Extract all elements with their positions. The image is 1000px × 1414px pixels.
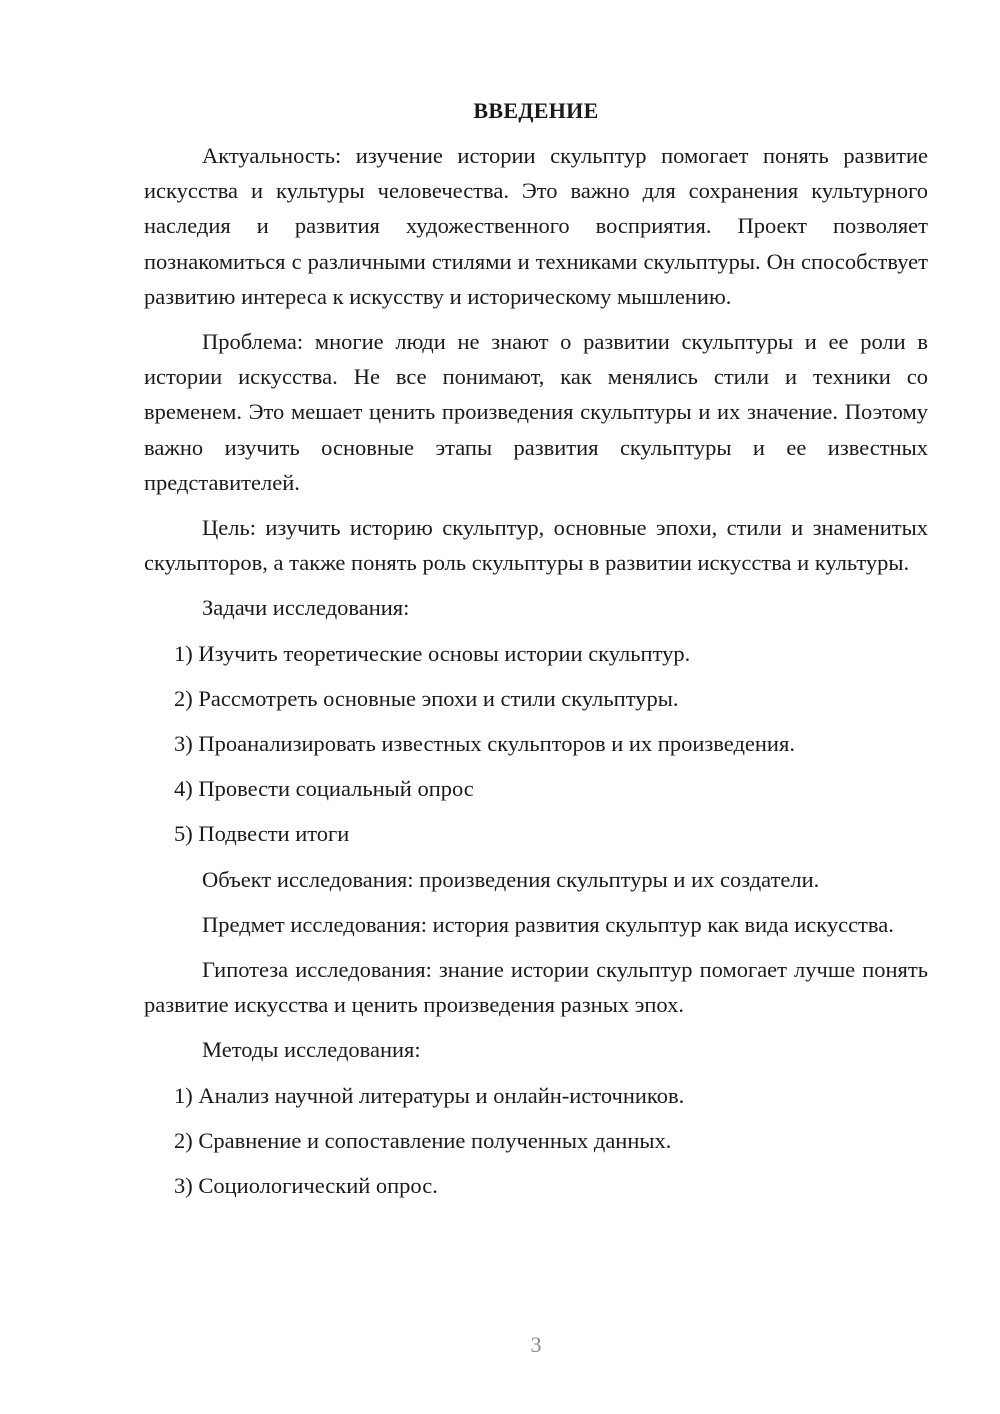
section-title: ВВЕДЕНИЕ — [473, 98, 599, 123]
list-item: 4) Провести социальный опрос — [174, 776, 474, 802]
document-page — [144, 96, 928, 1213]
list-item: 2) Рассмотреть основные эпохи и стили скульптуры. — [174, 685, 679, 711]
page-number: 3 — [530, 1332, 542, 1357]
problem-paragraph: Проблема: многие люди не знают о развитии скульптуры и ее роли в истории искусства. Не все понимают, как менялись стили и техники со временем. Это мешает ценить произведения скульптуры и их значение. Поэтому важно изучить основные этапы развития скульптуры и ее известных представителей. — [144, 329, 928, 495]
list-item: 5) Подвести итоги — [174, 821, 350, 847]
methods-heading: Методы исследования: — [202, 1037, 421, 1063]
subject-paragraph: Предмет исследования: история развития скульптур как вида искусства. — [202, 911, 894, 937]
goal-paragraph: Цель: изучить историю скульптур, основные эпохи, стили и знаменитых скульпторов, а также понять роль скульптуры в развитии искусства и культуры. — [144, 515, 928, 576]
tasks-list — [144, 636, 928, 852]
methods-list — [144, 1078, 928, 1204]
list-item: 3) Социологический опрос. — [174, 1173, 438, 1199]
list-item: 3) Проанализировать известных скульпторов и их произведения. — [174, 731, 795, 757]
tasks-heading: Задачи исследования: — [202, 595, 410, 621]
relevance-paragraph: Актуальность: изучение истории скульптур помогает понять развитие искусства и культуры человечества. Это важно для сохранения культурного наследия и развития художественного восприятия. Проект позволяет познакомиться с различными стилями и техниками скульптуры. Он способствует развитию интереса к искусству и историческому мышлению. — [144, 143, 928, 309]
list-item: 1) Анализ научной литературы и онлайн-источников. — [174, 1082, 685, 1108]
list-item: 1) Изучить теоретические основы истории скульптур. — [174, 640, 691, 666]
list-item: 2) Сравнение и сопоставление полученных данных. — [174, 1127, 672, 1153]
object-paragraph: Объект исследования: произведения скульптуры и их создатели. — [202, 866, 820, 892]
hypothesis-paragraph: Гипотеза исследования: знание истории скульптур помогает лучше понять развитие искусства и ценить произведения разных эпох. — [144, 957, 928, 1018]
